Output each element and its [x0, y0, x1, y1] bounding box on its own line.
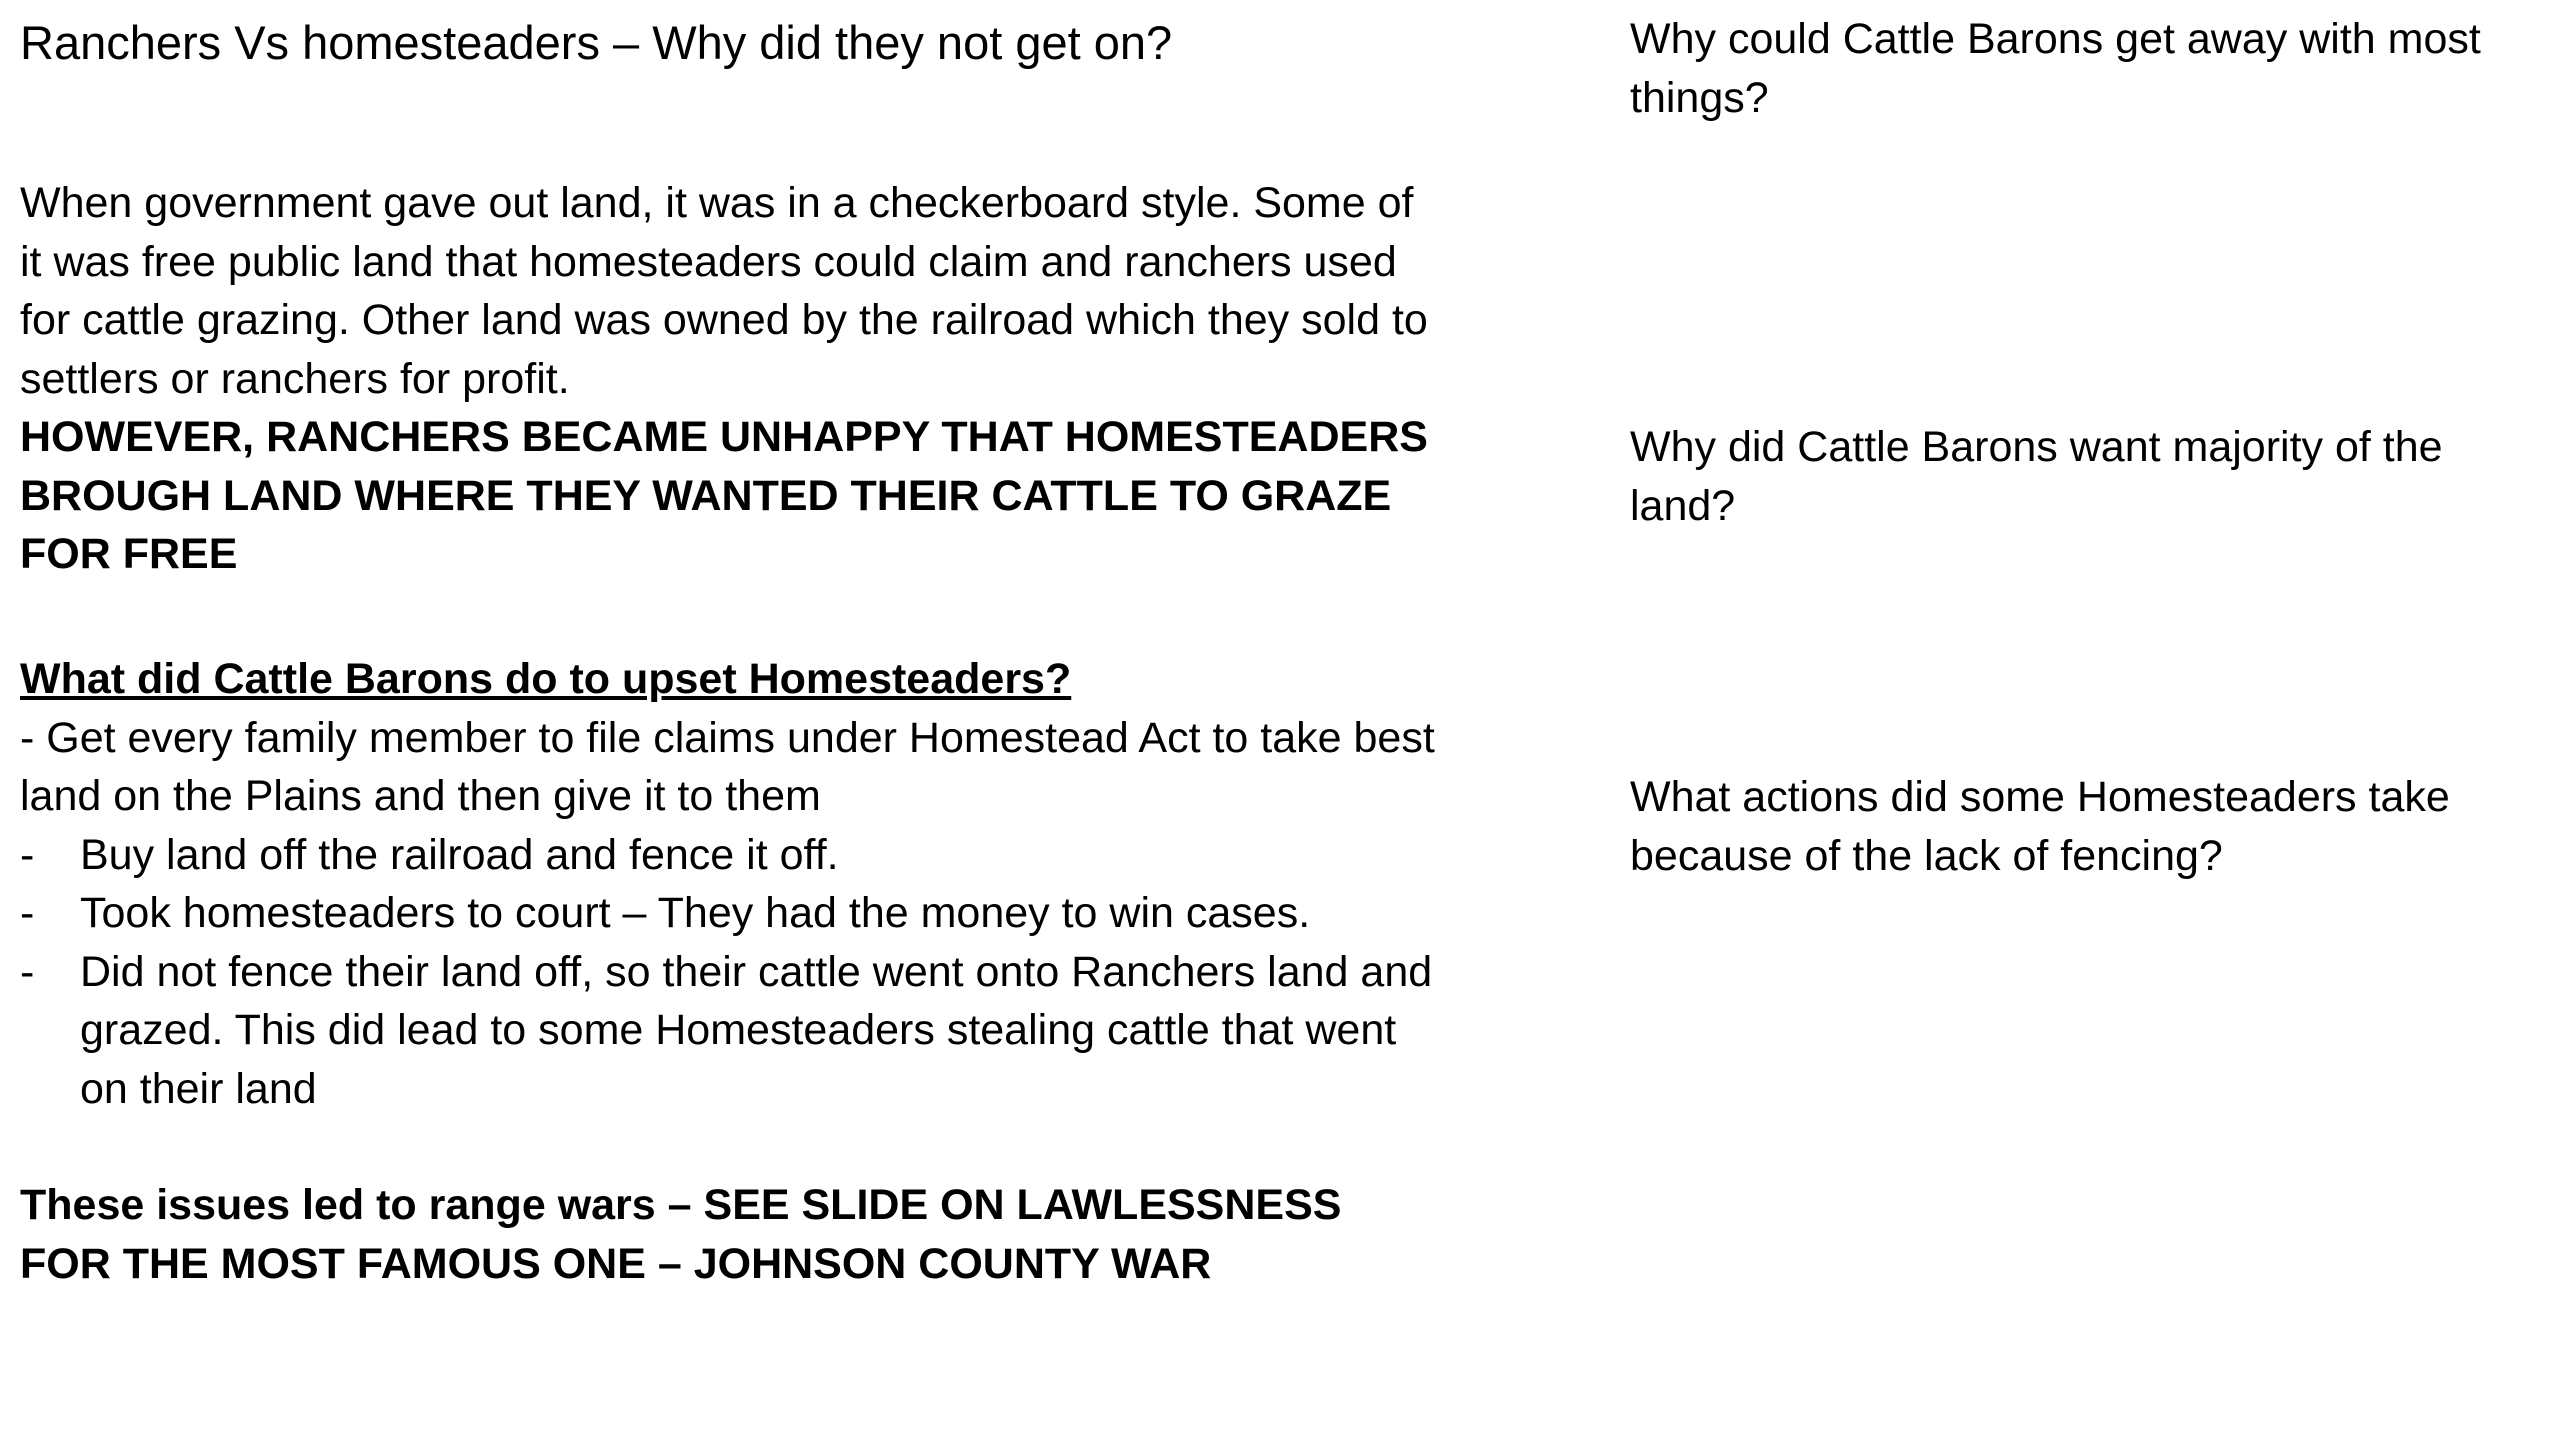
cattle-barons-section: [20, 650, 1440, 1118]
bullet-dash: -: [20, 830, 35, 879]
bullet-dash: -: [20, 947, 35, 996]
question-3: What actions did some Homesteaders take because of the lack of fencing?: [1630, 773, 2450, 880]
question-1: Why could Cattle Barons get away with most things?: [1630, 15, 2481, 122]
list-item: [20, 943, 1440, 1119]
bullet-dash: -: [20, 889, 35, 937]
intro-paragraph: [20, 174, 1440, 584]
page-title: Ranchers Vs homesteaders – Why did they not get on?: [20, 16, 1173, 69]
bullet-list: [20, 826, 1440, 1119]
intro-text: When government gave out land, it was in a checkerboard style. Some of it was free public land that homesteaders could claim and ranchers used for cattle grazing. Other land was owned by the railroad which they sold to settlers or ranchers for profit.: [20, 179, 1428, 403]
bullet-text: Buy land off the railroad and fence it off.: [80, 830, 839, 879]
list-item: [20, 826, 1440, 885]
bullet-text: Did not fence their land off, so their cattle went onto Ranchers land and grazed. This did lead to some Homesteaders stealing cattle that went on their land: [80, 947, 1433, 1113]
intro-emphasis: HOWEVER, RANCHERS BECAME UNHAPPY THAT HOMESTEADERS BROUGH LAND WHERE THEY WANTED THEIR CATTLE TO GRAZE FOR FREE: [20, 413, 1428, 578]
section-heading: What did Cattle Barons do to upset Homesteaders?: [20, 655, 1072, 703]
bullet-text: Took homesteaders to court – They had the money to win cases.: [80, 889, 1311, 937]
closing-statement: These issues led to range wars – SEE SLIDE ON LAWLESSNESS FOR THE MOST FAMOUS ONE – JOHNSON COUNTY WAR: [20, 1181, 1342, 1288]
left-column: [20, 14, 1440, 1288]
list-item: [20, 884, 1440, 943]
first-point: - Get every family member to file claims under Homestead Act to take best land on the Plains and then give it to them: [20, 713, 1435, 820]
question-2: Why did Cattle Barons want majority of the land?: [1630, 423, 2443, 530]
